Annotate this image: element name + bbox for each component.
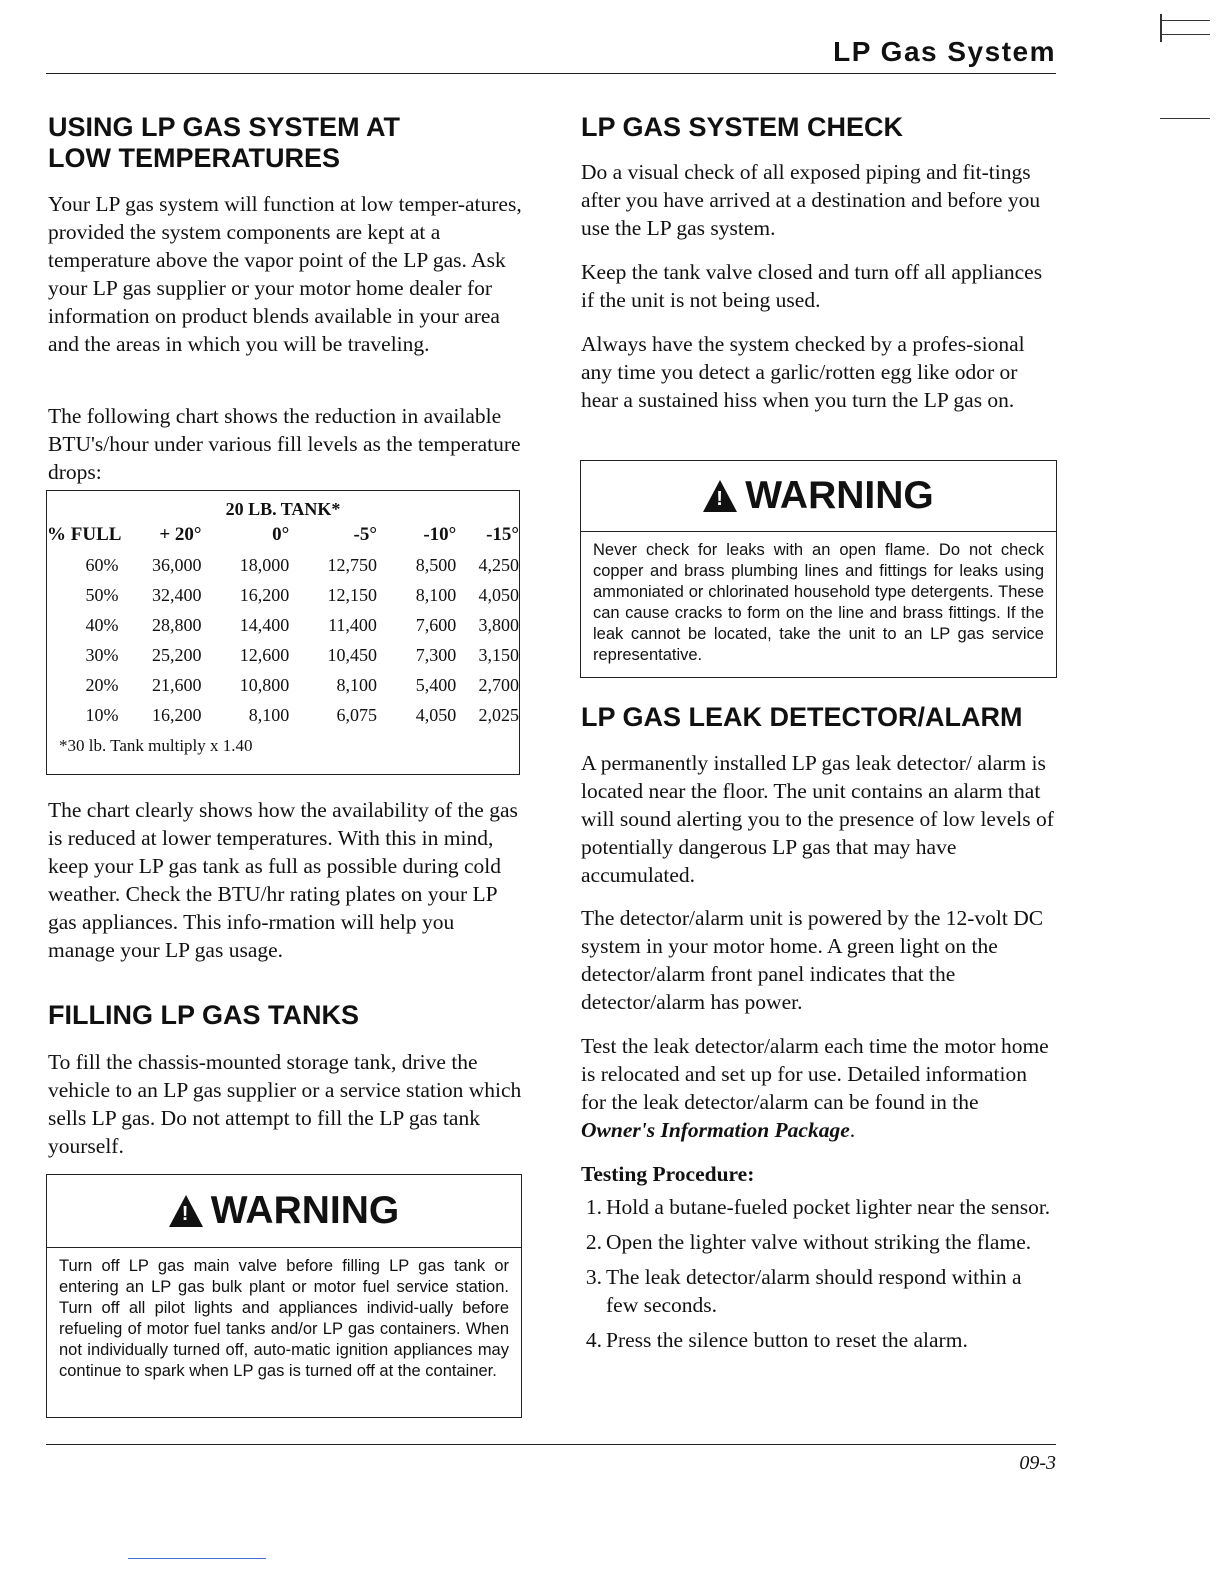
margin-mark xyxy=(1160,118,1210,119)
table-cell: 18,000 xyxy=(239,554,290,575)
table-row xyxy=(47,700,519,730)
table-cell: 32,400 xyxy=(152,584,202,605)
table-header-row xyxy=(47,520,519,550)
heading-filling-tanks: FILLING LP GAS TANKS xyxy=(48,1000,360,1030)
paragraph-detector-test xyxy=(581,1032,1055,1144)
testing-steps-list xyxy=(560,1193,1054,1361)
table-row xyxy=(47,670,519,700)
table-row xyxy=(47,610,519,640)
heading-low-temperatures xyxy=(48,112,526,174)
table-cell: 16,200 xyxy=(152,704,202,725)
paragraph-tank-valve: Keep the tank valve closed and turn off all appliances if the unit is not being used. xyxy=(581,260,1043,312)
list-item xyxy=(560,1326,1054,1354)
table-cell: 11,400 xyxy=(328,614,377,635)
step-text: The leak detector/alarm should respond within a few seconds. xyxy=(606,1265,1022,1317)
warning-triangle-icon: ! xyxy=(703,480,737,512)
table-cell: 6,075 xyxy=(336,704,377,725)
paragraph-low-temp-intro: Your LP gas system will function at low temper-atures, provided the system components are kept at a temperature above the vapor point of the LP gas. Ask your LP gas supplier or your motor home dealer for information on product blends available in your area and the areas in which you will be traveling. xyxy=(48,192,522,356)
table-cell: 3,800 xyxy=(478,614,519,635)
table-cell: 60% xyxy=(85,554,119,575)
step-number: 1. xyxy=(585,1195,602,1219)
table-cell: 28,800 xyxy=(152,614,202,635)
table-cell: 21,600 xyxy=(152,674,202,695)
table-cell: 25,200 xyxy=(152,644,202,665)
paragraph-detector-location: A permanently installed LP gas leak detector/ alarm is located near the floor. The unit contains an alarm that will sound alerting you to the presence of low levels of potentially dangerous LP gas that may have accumulated. xyxy=(581,751,1054,887)
warning-text: Turn off LP gas main valve before filling LP gas tank or entering an LP gas bulk plant or motor fuel service station. Turn off all pilot lights and appliances individ-ually before refueling of motor fuel tanks and/or LP gas containers. When not individually turned off, auto-matic ignition appliances may continue to spark when LP gas is turned off at the container. xyxy=(59,1257,509,1380)
table-cell: 20% xyxy=(85,674,119,695)
test-text: Test the leak detector/alarm each time the motor home is relocated and set up for use. Detailed information for the leak detector/alarm can be found in the xyxy=(581,1034,1049,1114)
table-cell: 8,100 xyxy=(336,674,377,695)
table-cell: 8,500 xyxy=(415,554,457,575)
table-cell: 36,000 xyxy=(152,554,202,575)
table-cell: 16,200 xyxy=(239,584,290,605)
table-footnote: *30 lb. Tank multiply x 1.40 xyxy=(59,736,253,755)
heading-leak-detector: LP GAS LEAK DETECTOR/ALARM xyxy=(581,702,1023,732)
table-cell: 5,400 xyxy=(415,674,457,695)
table-header-cell: -15° xyxy=(486,524,519,545)
table-cell: 4,250 xyxy=(478,554,519,575)
step-number: 2. xyxy=(585,1230,602,1254)
table-cell: 10% xyxy=(85,704,119,725)
table-row xyxy=(47,580,519,610)
warning-title: WARNING xyxy=(745,474,934,517)
table-cell: 4,050 xyxy=(415,704,457,725)
table-cell: 12,600 xyxy=(239,644,290,665)
table-cell: 30% xyxy=(85,644,119,665)
paragraph-visual-check: Do a visual check of all exposed piping and fit-tings after you have arrived at a destination and before you use the LP gas system. xyxy=(581,160,1041,240)
owners-package-reference: Owner's Information Package xyxy=(581,1118,850,1142)
table-cell: 2,700 xyxy=(478,674,519,695)
table-header-cell: -10° xyxy=(423,524,457,545)
warning-header xyxy=(581,461,1056,532)
step-number: 3. xyxy=(585,1265,602,1289)
bottom-edge-mark xyxy=(128,1558,266,1559)
testing-procedure-heading: Testing Procedure: xyxy=(581,1162,755,1186)
warning-text: Never check for leaks with an open flame. Do not check copper and brass plumbing lines and fittings for leaks using ammoniated or chlorinated household type detergents. These can cause cracks to form on the line and brass fittings. If the leak cannot be located, take the unit to an LP gas service representative. xyxy=(593,541,1044,664)
heading-line-1: USING LP GAS SYSTEM AT xyxy=(48,112,401,142)
footer-rule xyxy=(46,1444,1056,1445)
warning-triangle-icon: ! xyxy=(169,1195,203,1227)
table-cell: 4,050 xyxy=(478,584,519,605)
table-cell: 2,025 xyxy=(478,704,519,725)
table-header-cell: 0° xyxy=(272,524,290,545)
table-cell: 7,600 xyxy=(415,614,457,635)
paragraph-professional-check: Always have the system checked by a profes-sional any time you detect a garlic/rotten egg like odor or hear a sustained hiss when you turn the LP gas on. xyxy=(581,332,1025,412)
tank-btu-table xyxy=(46,490,520,775)
table-header-cell: + 20° xyxy=(159,524,202,545)
table-cell: 7,300 xyxy=(415,644,457,665)
table-cell: 10,450 xyxy=(327,644,377,665)
heading-system-check: LP GAS SYSTEM CHECK xyxy=(581,112,904,142)
paragraph-chart-explanation: The chart clearly shows how the availability of the gas is reduced at lower temperatures. With this in mind, keep your LP gas tank as full as possible during cold weather. Check the BTU/hr rating plates on your LP gas appliances. This info-rmation will help you manage your LP gas usage. xyxy=(48,798,518,962)
table-header-cell: -5° xyxy=(353,524,377,545)
heading-line-2: LOW TEMPERATURES xyxy=(48,143,340,173)
step-text: Press the silence button to reset the alarm. xyxy=(606,1328,968,1352)
table-row xyxy=(47,550,519,580)
table-cell: 12,150 xyxy=(327,584,377,605)
list-item xyxy=(560,1263,1054,1319)
table-cell: 40% xyxy=(85,614,119,635)
step-text: Hold a butane-fueled pocket lighter near the sensor. xyxy=(606,1195,1051,1219)
list-item xyxy=(560,1193,1054,1221)
paragraph-filling-tanks: To fill the chassis-mounted storage tank, drive the vehicle to an LP gas supplier or a service station which sells LP gas. Do not attempt to fill the LP gas tank yourself. xyxy=(48,1050,522,1158)
list-item xyxy=(560,1228,1054,1256)
table-cell: 12,750 xyxy=(327,554,377,575)
warning-header xyxy=(47,1175,521,1248)
table-title: 20 LB. TANK* xyxy=(225,499,341,519)
table-cell: 8,100 xyxy=(248,704,290,725)
btu-table xyxy=(47,520,519,730)
table-cell: 50% xyxy=(85,584,119,605)
step-text: Open the lighter valve without striking the flame. xyxy=(606,1230,1032,1254)
table-cell: 10,800 xyxy=(239,674,290,695)
running-header-title: LP Gas System xyxy=(833,36,1056,67)
paragraph-detector-power: The detector/alarm unit is powered by the 12-volt DC system in your motor home. A green light on the detector/alarm front panel indicates that the detector/alarm has power. xyxy=(581,906,1044,1014)
step-number: 4. xyxy=(585,1328,602,1352)
page-number: 09-3 xyxy=(1019,1452,1056,1474)
table-cell: 14,400 xyxy=(239,614,290,635)
warning-title: WARNING xyxy=(210,1189,400,1232)
corner-crop-mark xyxy=(1160,14,1210,42)
warning-box-filling xyxy=(46,1174,522,1418)
table-header-cell: % FULL xyxy=(47,524,122,545)
table-row xyxy=(47,640,519,670)
test-text-end: . xyxy=(849,1118,856,1142)
table-cell: 3,150 xyxy=(478,644,519,665)
paragraph-chart-intro: The following chart shows the reduction in available BTU's/hour under various fill levels as the temperature drops: xyxy=(48,404,521,484)
warning-box-leaks xyxy=(580,460,1057,678)
header-rule xyxy=(46,73,1056,74)
table-cell: 8,100 xyxy=(415,584,457,605)
